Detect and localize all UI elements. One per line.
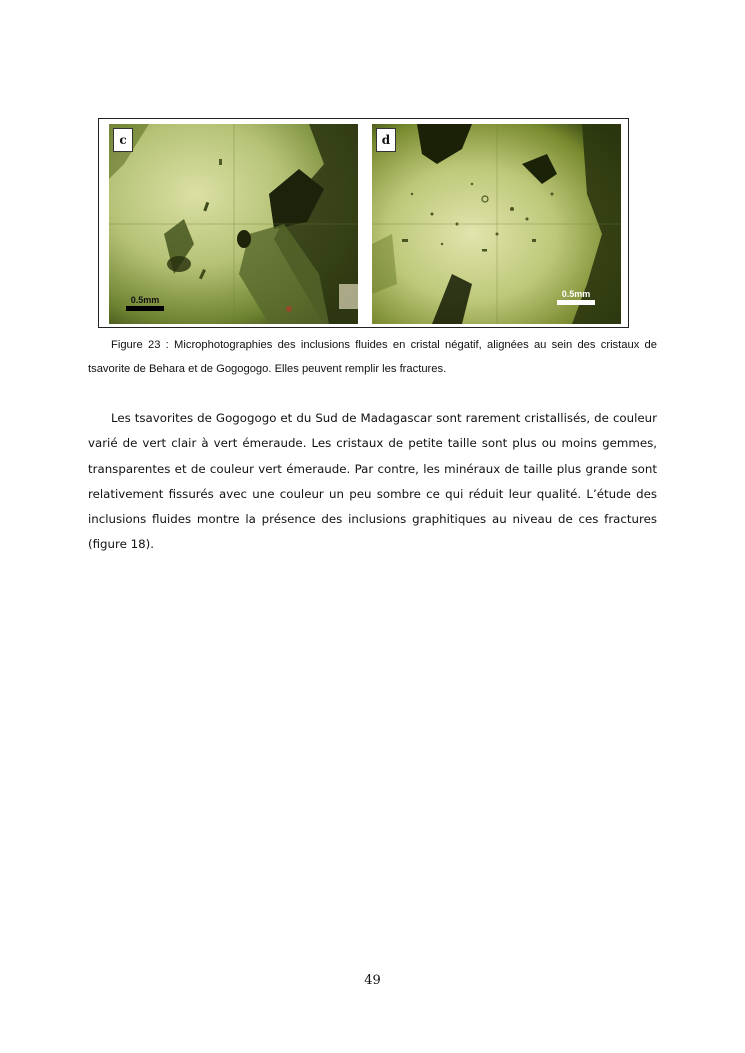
microphotograph-c bbox=[109, 124, 358, 324]
scale-label-d: 0.5mm bbox=[561, 289, 591, 299]
scale-line-c bbox=[126, 306, 164, 311]
figure-caption: Figure 23 : Microphotographies des inclusions fluides en cristal négatif, alignées au sein des cristaux de tsavorite de Behara et de Gogogogo. Elles peuvent remplir les fractures. bbox=[88, 339, 657, 375]
scale-bar-c bbox=[125, 295, 165, 311]
body-paragraph: Les tsavorites de Gogogogo et du Sud de Madagascar sont rarement cristallisés, de couleur varié de vert clair à vert émeraude. Les cristaux de petite taille sont plus ou moins gemmes, transparentes et de couleur vert émeraude. Par contre, les minéraux de taille plus grande sont relativement fissurés avec une couleur un peu sombre ce qui réduit leur qualité. L’étude des inclusions fluides montre la présence des inclusions graphitiques au niveau de ces fractures (figure 18). bbox=[88, 411, 657, 552]
page-number: 49 bbox=[364, 973, 381, 988]
scale-bar-d bbox=[556, 289, 596, 305]
figure-23 bbox=[98, 118, 629, 328]
microphotograph-d bbox=[372, 124, 621, 324]
scale-line-d bbox=[557, 300, 595, 305]
panel-label-c: c bbox=[113, 128, 133, 152]
microphotograph-c-image bbox=[109, 124, 358, 324]
scale-label-c: 0.5mm bbox=[130, 295, 160, 305]
panel-label-d: d bbox=[376, 128, 396, 152]
